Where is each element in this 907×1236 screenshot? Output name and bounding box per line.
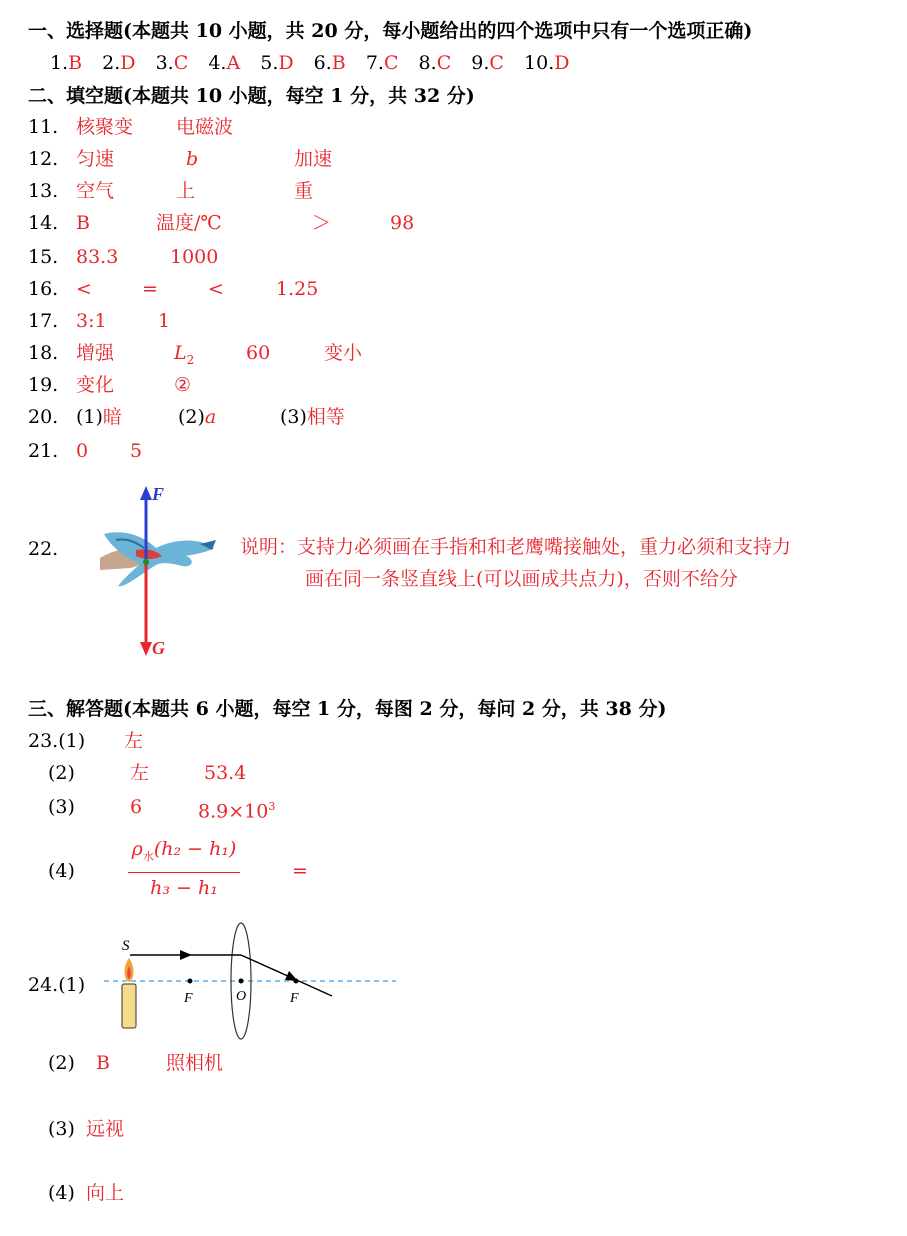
fraction-bar (128, 872, 240, 873)
part-label: (4) (48, 1182, 75, 1204)
answer: $L_2$ (174, 342, 195, 367)
answer: < (208, 278, 224, 300)
mcq-answer: 2.D (102, 52, 136, 74)
label-o: O (236, 989, 247, 1004)
answer: 温度/℃ (156, 212, 222, 234)
mcq-answer: 8.C (418, 52, 452, 74)
question-number: 19. (28, 374, 59, 396)
question-number: 17. (28, 310, 59, 332)
answer: = (142, 278, 158, 300)
answer: 1.25 (276, 278, 319, 300)
answer: b (186, 148, 199, 170)
answer: 53.4 (204, 762, 247, 784)
question-number: 20. (28, 406, 59, 428)
answer: 5 (130, 440, 143, 462)
section3-heading: 三、解答题(本题共 6 小题，每空 1 分，每图 2 分，每问 2 分，共 38 分) (28, 698, 667, 720)
answer: 远视 (86, 1118, 125, 1140)
focal-point (188, 979, 193, 984)
question-number: 18. (28, 342, 59, 364)
mcq-answer-row (50, 52, 569, 74)
answer: 0 (76, 440, 89, 462)
answer: 电磁波 (176, 116, 234, 138)
part-label: (2) (48, 1052, 75, 1074)
label-f: F (184, 991, 193, 1006)
mcq-answer: 1.B (50, 52, 83, 74)
eagle-force-diagram (96, 478, 226, 660)
lens-ray-diagram (100, 922, 400, 1044)
mcq-answer: 10.D (524, 52, 570, 74)
refracted-ray (241, 955, 332, 996)
candle-icon (122, 984, 136, 1028)
density-formula (128, 838, 240, 899)
question-number: 15. (28, 246, 59, 268)
label-s: S (122, 938, 130, 954)
answer: 60 (246, 342, 271, 364)
question-number: 11. (28, 116, 59, 138)
part-label: (3) (48, 1118, 75, 1140)
answer: B (76, 212, 90, 234)
arrow-head-down-icon (140, 642, 152, 656)
mcq-answer: 4.A (208, 52, 241, 74)
answer: < (76, 278, 92, 300)
ray-arrow-icon (180, 950, 192, 960)
answer: 1000 (170, 246, 219, 268)
arrow-head-up-icon (140, 486, 152, 500)
answer: 重 (294, 180, 314, 202)
answer: 核聚变 (76, 116, 134, 138)
optical-center (239, 979, 244, 984)
label-f: F (290, 991, 299, 1006)
focal-point (294, 979, 299, 984)
question-number: 23.(1) (28, 730, 86, 752)
answer: 6 (130, 796, 143, 818)
answer: B (96, 1052, 110, 1074)
answer: 加速 (294, 148, 333, 170)
mcq-answer: 5.D (260, 52, 294, 74)
answer: 向上 (86, 1182, 125, 1204)
mcq-answer: 7.C (365, 52, 399, 74)
question-number: 16. (28, 278, 59, 300)
part-label: (4) (48, 860, 75, 882)
q22-note-line1: 说明：支持力必须画在手指和和老鹰嘴接触处，重力必须和支持力 (240, 536, 792, 558)
answer: ② (174, 374, 192, 396)
answer: 98 (390, 212, 415, 234)
formula-denominator: h₃ − h₁ (150, 876, 218, 899)
answer: 83.3 (76, 246, 119, 268)
force-label-g: G (152, 638, 165, 658)
section2-heading: 二、填空题(本题共 10 小题，每空 1 分，共 32 分) (28, 85, 475, 107)
part-label: (2) (48, 762, 75, 784)
sub-answer: (2)a (178, 406, 217, 428)
answer: 上 (176, 180, 196, 202)
answer: ＞ (312, 212, 332, 234)
answer: 左 (124, 730, 144, 752)
part-label: (3) (48, 796, 75, 818)
sub-answer: (3)相等 (280, 406, 345, 428)
question-number: 21. (28, 440, 59, 462)
force-label-f: F (152, 484, 165, 504)
mcq-answer: 9.C (471, 52, 504, 74)
answer: 匀速 (76, 148, 115, 170)
answer: 照相机 (166, 1052, 224, 1074)
answer: 1 (158, 310, 171, 332)
mcq-answer: 6.B (313, 52, 346, 74)
answer: 空气 (76, 180, 115, 202)
question-number: 24.(1) (28, 974, 86, 996)
answer: 变小 (324, 342, 363, 364)
answer: $8.9\times 10^3$ (198, 800, 276, 823)
sub-answer: (1)暗 (76, 406, 122, 428)
mcq-answer: 3.C (155, 52, 189, 74)
formula-numerator: $\rho_水(h_2 - h_1)$ (131, 838, 237, 863)
answer: = (292, 860, 308, 882)
answer: 变化 (76, 374, 115, 396)
section1-heading: 一、选择题(本题共 10 小题，共 20 分，每小题给出的四个选项中只有一个选项正确) (28, 20, 753, 42)
answer: 增强 (76, 342, 115, 364)
question-number: 12. (28, 148, 59, 170)
answer: 左 (130, 762, 150, 784)
q22-note-line2: 画在同一条竖直线上(可以画成共点力)，否则不给分 (305, 568, 738, 590)
question-number: 13. (28, 180, 59, 202)
question-number: 14. (28, 212, 59, 234)
answer: 3:1 (76, 310, 107, 332)
contact-point (143, 559, 149, 565)
question-number: 22. (28, 538, 59, 560)
